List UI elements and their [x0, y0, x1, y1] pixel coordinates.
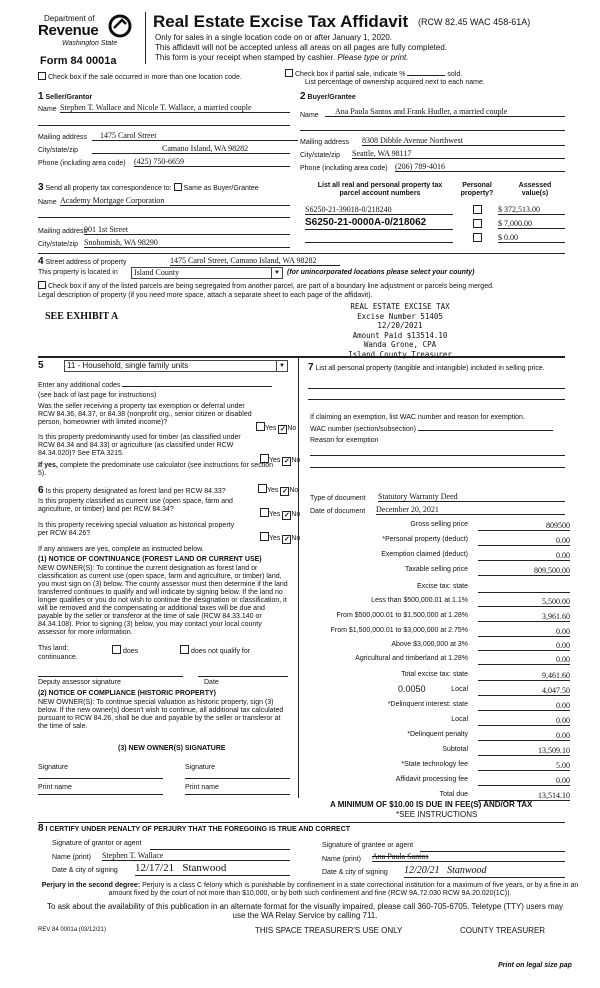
access-note: To ask about the availability of this publication in an alternate format for the visually impaired, please call 360-705-6705. Teletype (TTY) users may use the WA Relay Service by calling 711.	[46, 902, 564, 921]
tax-row	[300, 583, 570, 594]
tax-row-label: Gross selling price	[410, 521, 468, 528]
seller-city-label: City/state/zip	[38, 147, 79, 154]
land-use-select[interactable]: 11 - Household, single family units ▼	[64, 360, 288, 372]
exhibit-text: SEE EXHIBIT A	[45, 311, 119, 322]
doc-type-field[interactable]: Statutory Warranty Deed	[378, 492, 565, 502]
grantee-date-field[interactable]: 12/20/21 Stanwood	[404, 865, 565, 878]
q-exemption: Was the seller receiving a property tax exemption or deferral under RCW 84.36, 84.37, or 84.38 (nonprofit org., senior citizen or disabled person, homeowner with limited income)?	[38, 403, 252, 427]
section-1-heading: 1 Seller/Grantor	[38, 91, 93, 102]
legal-desc-label: Legal description of property (if you need more space, attach a separate sheet to each page of the affidavit).	[38, 292, 373, 299]
tax-row	[300, 701, 570, 712]
tax-row	[300, 686, 570, 697]
tax-row	[300, 731, 570, 742]
uninc-note: (for unincorporated locations please select your county)	[287, 269, 475, 276]
assessed-value-1[interactable]: $ 372,513.00	[498, 205, 565, 215]
section-2-heading: 2 Buyer/Grantee	[300, 91, 356, 102]
perjury-note: Perjury in the second degree: Perjury is a class C felony which is punishable by confinement in a state correctional institution for a maximum of five years, or by a fine in an amount fixed by the court of not more than $10,000, or by both such confinement and fine (RCW 9A.72.030 RCW 9A.20.020(1C)).	[41, 882, 579, 898]
form-number: Form 84 0001a	[40, 55, 117, 67]
corr-name-field[interactable]: Academy Mortgage Corporation	[60, 196, 290, 206]
section-4-street: 4 Street address of property	[38, 256, 127, 267]
tax-row	[300, 597, 570, 608]
header-note-3: This form is your receipt when stamped by cashier. Please type or print.	[155, 53, 409, 62]
tax-row-label: *Delinquent penalty	[407, 731, 468, 738]
tax-row	[300, 716, 570, 727]
treasurer-space: THIS SPACE TREASURER'S USE ONLY	[255, 926, 403, 935]
exempt-note: If claiming an exemption, list WAC number and reason for exemption.	[310, 414, 525, 421]
tax-row-value[interactable]: 3,961.60	[478, 612, 570, 622]
assessed-value-2[interactable]: $ 7,000.00	[498, 219, 565, 229]
if-any-note: If any answers are yes, complete as instructed below.	[38, 546, 204, 553]
tax-row-label: Total due	[439, 791, 468, 798]
parcel-row-2[interactable]: S6250-21-0000A-0/218062	[305, 217, 453, 230]
grantor-sig-label: Signature of grantor or agent	[52, 840, 142, 847]
addl-codes-label: Enter any additional codes	[38, 382, 272, 390]
tax-row	[300, 627, 570, 638]
tax-row-value[interactable]: 13,509.10	[478, 746, 570, 756]
tax-row-label: *Delinquent interest: state	[387, 701, 468, 708]
grantee-name-label: Name (print)	[322, 856, 361, 863]
section-6-q1: 6 Is this property designated as forest land per RCW 84.33?	[38, 485, 226, 496]
grantee-name-field[interactable]: Ana Paula Santos	[372, 852, 565, 862]
buyer-mail-field[interactable]: 8308 Dibble Avenue Northwest	[362, 136, 565, 146]
page-title: Real Estate Excise Tax Affidavit	[153, 12, 409, 31]
section-8-cert: 8 I CERTIFY UNDER PENALTY OF PERJURY THAT THE FOREGOING IS TRUE AND CORRECT	[38, 823, 351, 834]
seller-mail-label: Mailing address	[38, 134, 88, 141]
tax-row-label: Excise tax: state	[417, 583, 468, 590]
grantor-date-label: Date & city of signing	[52, 867, 118, 874]
state-label: Washington State	[62, 40, 118, 47]
pct-note: List percentage of ownership acquired next to each name.	[305, 79, 485, 86]
parcel-header: List all real and personal property tax parcel account numbers	[317, 182, 443, 198]
grantor-name-field[interactable]: Stephen T. Wallace	[102, 851, 290, 861]
q-timber: Is this property predominantly used for timber (as classified under RCW 84.34 and 84.33) or agriculture (as classified under RCW 84.34.020)? See ETA 3215.	[38, 434, 241, 458]
tax-row-value[interactable]: 0.00	[478, 655, 570, 665]
seller-name-field[interactable]: Stephen T. Wallace and Nicole T. Wallace, a married couple	[60, 103, 290, 113]
tax-row-label: *State technology fee	[401, 761, 468, 768]
owner-sig-1[interactable]: Signature	[38, 764, 163, 779]
tax-row-value[interactable]: 0.00	[478, 627, 570, 637]
tax-row-value[interactable]: 0.00	[478, 641, 570, 651]
dept-label: Department of	[44, 14, 95, 23]
tax-row-label: Affidavit processing fee	[395, 776, 468, 783]
tax-row-label: Above $3,000,000 at 3%	[391, 641, 468, 648]
doc-date-label: Date of document	[310, 508, 366, 515]
q-current-use-answer[interactable]: Yes ✓ No	[260, 508, 300, 520]
buyer-mail-label: Mailing address	[300, 139, 350, 146]
assessed-value-3[interactable]: $ 0.00	[498, 233, 565, 243]
seller-phone-field[interactable]: (425) 750-6659	[134, 157, 290, 167]
chevron-down-icon[interactable]: ▼	[276, 361, 287, 371]
q-timber-note: If yes, complete the predominate use calculator (see instructions for section 5).	[38, 462, 274, 478]
street-address-field[interactable]: 1475 Carol Street, Camano Island, WA 98282	[170, 256, 340, 266]
tax-row-value[interactable]: 4,047.50	[478, 686, 570, 696]
buyer-name-label: Name	[300, 112, 319, 119]
seller-name-label: Name	[38, 106, 57, 113]
corr-city-label: City/state/zip	[38, 241, 79, 248]
tax-row-value[interactable]	[478, 583, 570, 593]
corr-city-field[interactable]: Snohomish, WA 98290	[84, 238, 290, 248]
personal-header: Personal property?	[460, 182, 494, 198]
tax-row	[300, 761, 570, 772]
multi-location-check[interactable]: Check box if the sale occurred in more than one location code.	[38, 72, 242, 82]
partial-sale-check[interactable]: Check box if partial sale, indicate % sold.	[285, 69, 462, 79]
parcel-row-1[interactable]: S6250-21-39018-0/218240	[305, 205, 453, 215]
section-3-heading: 3 Send all property tax correspondence to: Same as Buyer/Grantee	[38, 182, 259, 193]
header-note-1: Only for sales in a single location code on or after January 1, 2020.	[155, 33, 393, 42]
owner-print-1[interactable]: Print name	[38, 784, 163, 795]
tax-row	[300, 671, 570, 682]
tax-row-value[interactable]: 0.00	[478, 551, 570, 561]
section-6-q3: Is this property receiving special valuation as historical property per RCW 84.26?	[38, 522, 235, 538]
located-label: This property is located in	[38, 269, 118, 276]
tax-row-value[interactable]: 9,461.60	[478, 671, 570, 681]
tax-row	[300, 566, 570, 577]
q-timber-answer[interactable]: Yes ✓ No	[260, 454, 300, 466]
grantee-date-label: Date & city of signing	[322, 869, 388, 876]
revenue-logo-icon	[108, 14, 132, 38]
tax-row-label: Local	[451, 716, 468, 723]
tax-row-label: *Personal property (deduct)	[382, 536, 468, 543]
tax-row	[300, 746, 570, 757]
tax-row-value[interactable]: 5.00	[478, 761, 570, 771]
legal-size-note: Print on legal size pap	[498, 962, 572, 969]
section-7-text: 7 List all personal property (tangible and intangible) included in selling price.	[308, 362, 545, 373]
tax-row-value[interactable]: 0.00	[478, 536, 570, 546]
q-historic-answer[interactable]: Yes ✓ No	[260, 532, 300, 544]
q-forest-answer[interactable]: Yes ✓ No	[258, 484, 298, 496]
seller-city-field[interactable]: Camano Island, WA 98282	[92, 144, 290, 154]
rcw-ref: (RCW 82.45 WAC 458-61A)	[418, 17, 531, 27]
doc-date-field[interactable]: December 20, 2021	[376, 505, 565, 515]
tax-row-value[interactable]: 13,514.10	[478, 791, 570, 801]
deputy-sig-label: Deputy assessor signature	[38, 679, 121, 686]
grantee-sig-label: Signature of grantee or agent	[322, 842, 414, 849]
treasurer-stamp: REAL ESTATE EXCISE TAX Excise Number 51405 12/20/2021 Amount Paid $13514.10 Wanda Grone, CPA Island County Treasurer	[348, 302, 452, 359]
grantor-name-label: Name (print)	[52, 854, 91, 861]
see-instructions: *SEE INSTRUCTIONS	[396, 810, 478, 819]
checkbox-icon[interactable]	[285, 69, 293, 77]
does-check[interactable]: does	[112, 645, 138, 656]
does-not-check[interactable]: does not qualify for	[180, 645, 250, 656]
tax-row-label: Less than $500,000.01 at 1.1%	[371, 597, 468, 604]
grantor-sig-line[interactable]	[150, 840, 290, 850]
buyer-city-field[interactable]: Seattle, WA 98117	[352, 149, 565, 159]
header-note-2: This affidavit will not be accepted unless all areas on all pages are fully completed.	[155, 43, 448, 52]
tax-row	[300, 612, 570, 623]
section-6-q2: Is this property classified as current use (open space, farm and agriculture, or timber) land per RCW 84.34?	[38, 498, 233, 514]
tax-row-label: Exemption claimed (deduct)	[381, 551, 468, 558]
revenue-label: Revenue	[38, 22, 99, 39]
grantor-date-field[interactable]: 12/17/21 Stanwood	[135, 862, 290, 876]
tax-row-label: From $1,500,000.01 to $3,000,000 at 2.75%	[330, 627, 468, 634]
wac-field[interactable]: WAC number (section/subsection)	[310, 426, 553, 434]
doc-type-label: Type of document	[310, 495, 366, 502]
tax-row-value[interactable]: 5,500.00	[478, 597, 570, 607]
personal-checkbox-3[interactable]	[473, 233, 482, 242]
corr-mail-field[interactable]: 901 1st Street	[84, 225, 290, 235]
tax-row	[300, 521, 570, 532]
tax-row-label: Agricultural and timberland at 1.28%	[355, 655, 468, 662]
tax-row-value[interactable]: 0.00	[478, 701, 570, 711]
seller-mail-field[interactable]: 1475 Carol Street	[92, 131, 298, 141]
continuance-heading: (1) NOTICE OF CONTINUANCE (FOREST LAND OR CURRENT USE)	[38, 556, 262, 563]
tax-row	[300, 536, 570, 547]
tax-row-label: Total excise tax: state	[401, 671, 468, 678]
tax-row-value[interactable]: 0.00	[478, 731, 570, 741]
tax-row	[300, 641, 570, 652]
owner-print-2[interactable]: Print name	[185, 784, 290, 795]
owner-sig-2[interactable]: Signature	[185, 764, 290, 779]
tax-row-value[interactable]: 809500	[478, 521, 570, 531]
section-5-num: 5	[38, 360, 44, 371]
checkbox-icon[interactable]	[38, 281, 46, 289]
addl-codes-note: (see back of last page for instructions)	[38, 392, 157, 399]
local-rate: 0.0050	[398, 684, 426, 694]
personal-checkbox-2[interactable]	[473, 219, 482, 228]
compliance-text: NEW OWNER(S): To continue special valuation as historic property, sign (3) below. If the new owner(s) doesn't wish to continue, all additional tax calculated pursuant to RCW 84.26, shall be due and payable by the seller or transferor at the time of sale.	[38, 699, 284, 731]
tax-row-value[interactable]: 0.00	[478, 776, 570, 786]
rev-label: REV 84 0001a (03/12/21)	[38, 927, 107, 933]
compliance-heading: (2) NOTICE OF COMPLIANCE (HISTORIC PROPERTY)	[38, 690, 216, 697]
personal-checkbox-1[interactable]	[473, 205, 482, 214]
minimum-note: A MINIMUM OF $10.00 IS DUE IN FEE(S) AND/OR TAX	[330, 800, 533, 809]
continuance-text: NEW OWNER(S): To continue the current designation as forest land or classification as current use (open space, farm and agriculture, or timber) land, you must sign on (3) below. The county assessor must then determine if the land transferred continues to qualify and will indicate by signing below. If the land no longer qualifies or you do not wish to continue the designation or classification, it will be removed and the compensating or additional taxes will be due and payable by the seller or transferor at the time of sale (RCW 84.33.140 or 84.34.108). Prior to signing (3) below, you may contact your local county assessor for more information.	[38, 565, 288, 637]
segregated-check[interactable]: Check box if any of the listed parcels are being segregated from another parcel, are part of a boundary line adjustment or parcels being merged.	[38, 281, 494, 291]
buyer-phone-field[interactable]: (206) 789-4016	[395, 162, 565, 172]
tax-row-label: From $500,000.01 to $1,500,000 at 1.28%	[336, 612, 468, 619]
assessed-header: Assessed value(s)	[518, 182, 552, 198]
parcel-row-3[interactable]	[305, 233, 453, 243]
checkbox-icon[interactable]	[174, 183, 182, 191]
buyer-phone-label: Phone (including area code)	[300, 165, 388, 172]
tax-row-value[interactable]: 0.00	[478, 716, 570, 726]
corr-name-label: Name	[38, 199, 57, 206]
q-exemption-answer[interactable]: Yes ✓ No	[256, 422, 296, 434]
buyer-city-label: City/state/zip	[300, 152, 341, 159]
tax-row-value[interactable]: 809,500.00	[478, 566, 570, 576]
county-treasurer: COUNTY TREASURER	[460, 926, 546, 935]
tax-row-label: Local	[451, 686, 468, 693]
logo	[38, 14, 134, 52]
new-owner-sig-heading: (3) NEW OWNER(S) SIGNATURE	[118, 745, 226, 752]
checkbox-icon[interactable]	[38, 72, 46, 80]
county-select[interactable]: Island County ▼	[131, 267, 283, 279]
deputy-date-label: Date	[204, 679, 219, 686]
chevron-down-icon[interactable]: ▼	[271, 268, 282, 278]
tax-row-label: Taxable selling price	[404, 566, 468, 573]
reason-label: Reason for exemption	[310, 437, 379, 444]
tax-row-label: Subtotal	[442, 746, 468, 753]
tax-row	[300, 776, 570, 787]
continuance-word: continuance.	[38, 654, 78, 661]
seller-phone-label: Phone (including area code)	[38, 160, 126, 167]
buyer-name-field[interactable]: Ana Paula Santos and Frank Hudler, a married couple	[325, 107, 565, 117]
tax-row	[300, 655, 570, 666]
corr-mail-label: Mailing address	[38, 228, 88, 235]
this-land: This land:	[38, 645, 69, 652]
tax-row	[300, 551, 570, 562]
grantee-sig-line[interactable]	[420, 842, 565, 852]
